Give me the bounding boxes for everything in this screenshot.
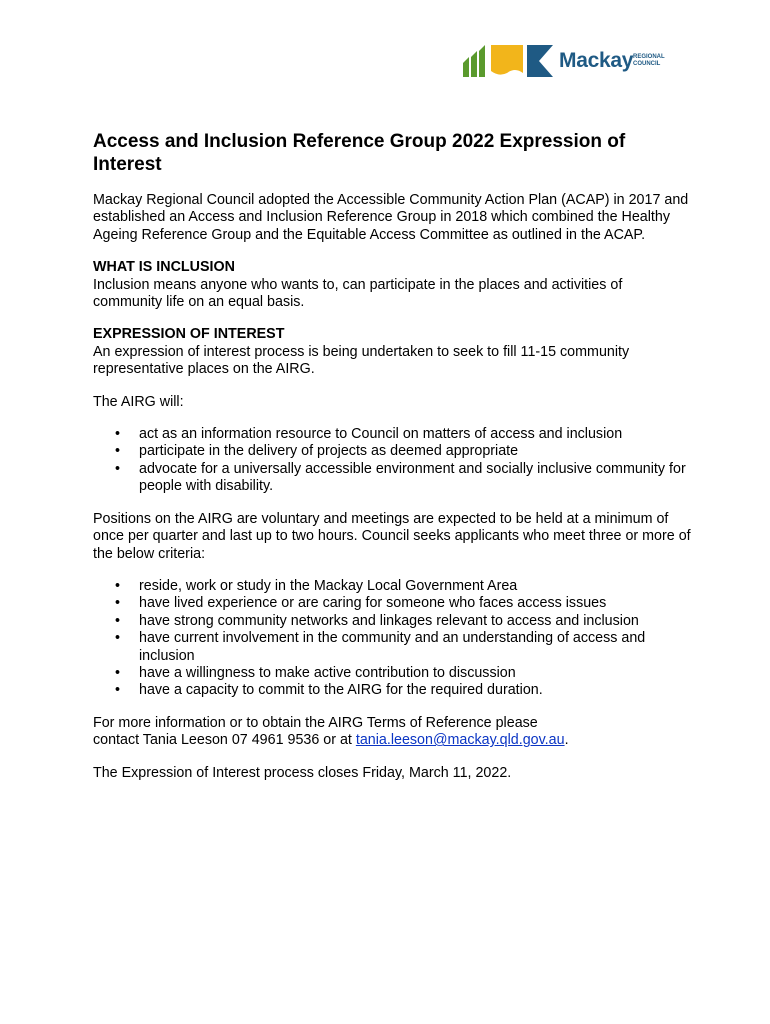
logo-subtitle-line1: REGIONAL bbox=[633, 54, 665, 60]
bullet-icon: • bbox=[115, 443, 121, 460]
eoi-paragraph: An expression of interest process is being undertaken to seek to fill 11-15 community representative places on the AIRG. bbox=[93, 343, 630, 378]
bullet-icon: • bbox=[115, 664, 121, 681]
list-item-text: have lived experience or are caring for someone who faces access issues bbox=[139, 595, 607, 612]
list-item bbox=[93, 461, 693, 496]
contact-line-2 bbox=[93, 732, 693, 749]
bullet-icon: • bbox=[115, 426, 121, 443]
list-item-text: have a willingness to make active contribution to discussion bbox=[139, 664, 516, 681]
mackay-council-logo bbox=[463, 45, 673, 77]
airg-will-text: The AIRG will: bbox=[93, 393, 184, 410]
list-item-text: have current involvement in the community and an understanding of access and inclusion bbox=[139, 630, 646, 664]
airg-role-list bbox=[93, 426, 693, 496]
contact-email-link[interactable]: tania.leeson@mackay.qld.gov.au bbox=[355, 732, 565, 749]
inclusion-heading: WHAT IS INCLUSION bbox=[93, 259, 235, 276]
closing-statement: The Expression of Interest process closes Friday, March 11, 2022. bbox=[93, 764, 512, 781]
intro-paragraph: Mackay Regional Council adopted the Accessible Community Action Plan (ACAP) in 2017 and established an Access and Inclusion Reference Group in 2018 which combined the Healthy Ageing Reference Group and the Equitable Access Committee as outlined in the ACAP. bbox=[93, 192, 689, 243]
contact-prefix: contact Tania Leeson 07 4961 9536 or at bbox=[93, 732, 356, 749]
list-item bbox=[93, 682, 693, 699]
list-item bbox=[93, 426, 693, 443]
list-item-text: have strong community networks and linkages relevant to access and inclusion bbox=[139, 612, 639, 629]
bullet-icon: • bbox=[115, 577, 121, 594]
logo-subtitle bbox=[633, 54, 665, 68]
bullet-icon: • bbox=[115, 595, 121, 612]
document-body bbox=[93, 130, 693, 782]
logo-mark-icon bbox=[463, 45, 559, 77]
document-title: Access and Inclusion Reference Group 2022 Expression of Interest bbox=[93, 131, 626, 175]
list-item bbox=[93, 613, 693, 630]
list-item-text: participate in the delivery of projects as deemed appropriate bbox=[139, 443, 519, 460]
list-item bbox=[93, 630, 693, 665]
contact-line-1: For more information or to obtain the AIRG Terms of Reference please bbox=[93, 714, 538, 731]
inclusion-paragraph: Inclusion means anyone who wants to, can participate in the places and activities of community life on an equal basis. bbox=[93, 276, 623, 311]
list-item bbox=[93, 578, 693, 595]
list-item bbox=[93, 595, 693, 612]
list-item-text: reside, work or study in the Mackay Local Government Area bbox=[139, 577, 518, 594]
list-item bbox=[93, 665, 693, 682]
criteria-list bbox=[93, 578, 693, 700]
contact-suffix: . bbox=[564, 732, 569, 749]
logo-wordmark: Mackay bbox=[559, 49, 634, 72]
logo-subtitle-line2: COUNCIL bbox=[633, 61, 661, 67]
list-item-text: act as an information resource to Council on matters of access and inclusion bbox=[139, 426, 623, 443]
list-item bbox=[93, 443, 693, 460]
positions-paragraph: Positions on the AIRG are voluntary and meetings are expected to be held at a minimum of once per quarter and last up to two hours. Council seeks applicants who meet three or more of the below criteria: bbox=[93, 510, 691, 562]
bullet-icon: • bbox=[115, 612, 121, 629]
eoi-heading: EXPRESSION OF INTEREST bbox=[93, 326, 285, 343]
bullet-icon: • bbox=[115, 460, 121, 477]
list-item-text: have a capacity to commit to the AIRG for the required duration. bbox=[139, 682, 543, 699]
list-item-text: advocate for a universally accessible environment and socially inclusive community for people with disability. bbox=[139, 460, 686, 495]
bullet-icon: • bbox=[115, 630, 121, 647]
bullet-icon: • bbox=[115, 682, 121, 699]
